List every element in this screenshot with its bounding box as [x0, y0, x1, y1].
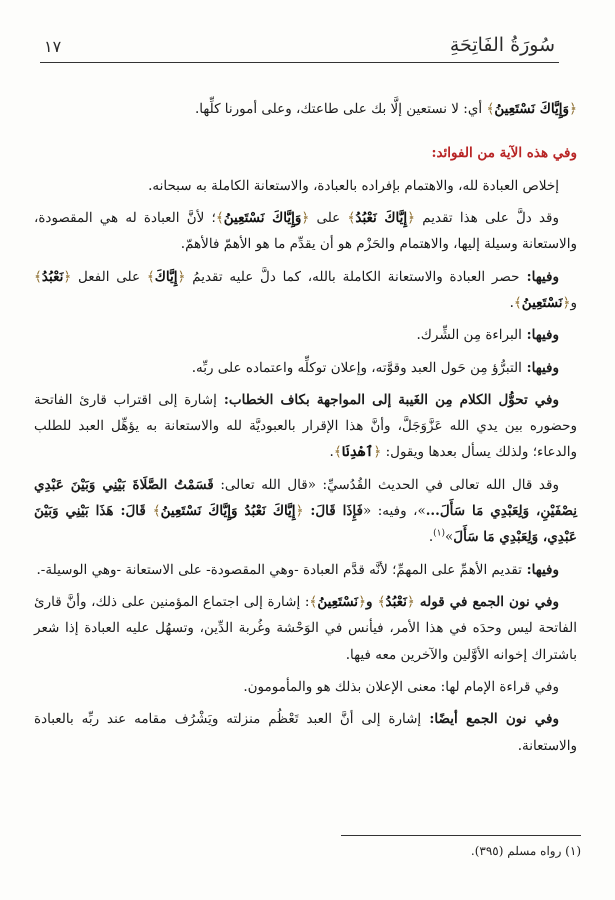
paragraph: [34, 557, 577, 583]
text-run: إخلاص العبادة لله، والاهتمام بإفراده بالعبادة، والاستعانة الكاملة به سبحانه.: [148, 177, 559, 194]
paragraph: [34, 322, 577, 348]
footnote: (١) رواه مسلم (٣٩٥).: [470, 844, 581, 858]
ornate-bracket: ﴾: [34, 268, 42, 285]
ornate-bracket: ﴿: [407, 209, 416, 226]
paragraph: [34, 674, 577, 700]
quran-verse: إِيَّاكَ نَعْبُدُ وَإِيَّاكَ نَسْتَعِينُ: [160, 503, 296, 520]
bold-run: فَإِذَا قَالَ:: [303, 503, 363, 520]
ornate-bracket: ﴾: [347, 209, 356, 226]
paragraph: [34, 706, 577, 759]
ornate-bracket: ﴾: [377, 594, 386, 610]
quran-verse: ٱهْدِنَا: [341, 444, 374, 461]
ornate-bracket: ﴾: [215, 209, 224, 226]
bold-run: قَالَ: هَذَا بَيْنِي وَبَيْنَ عَبْدِي، وَلِعَبْدِي مَا سَأَلَ: [34, 503, 577, 546]
ornate-bracket: ﴾: [152, 503, 161, 520]
header-divider: [40, 62, 559, 63]
bold-run: وفي نون الجمع في قوله: [414, 594, 559, 610]
ornate-bracket: ﴿: [177, 268, 186, 285]
paragraph: [34, 140, 577, 166]
ornate-bracket: ﴿: [406, 594, 415, 610]
ornate-bracket: ﴾: [146, 268, 155, 285]
quran-verse: إِيَّاكَ: [154, 268, 178, 285]
quran-verse: نَسْتَعِينُ: [521, 294, 563, 311]
bold-run: وفيها:: [521, 359, 559, 376]
text-run: على: [309, 209, 348, 226]
page-header: [44, 30, 555, 56]
text-run: وقد دلَّ على هذا تقديم: [415, 209, 560, 226]
text-run: إشارة إلى أنَّ العبد تَعْظُم منزلته ويَشْرُف مقامه عند ربِّه بالعبادة والاستعانة.: [34, 711, 577, 754]
quran-verse: إِيَّاكَ نَعْبُدُ: [355, 209, 408, 226]
text-run: حصر العبادة والاستعانة الكاملة بالله، كما دلَّ عليه تقديمُ: [185, 268, 520, 285]
text-run: .: [509, 294, 514, 311]
ornate-bracket: ﴿: [562, 294, 571, 311]
text-run: على الفعل: [71, 268, 147, 285]
bold-run: وفيها:: [519, 268, 559, 285]
text-run: »: [445, 529, 454, 546]
paragraph: [34, 355, 577, 381]
bold-run: وفيها:: [521, 561, 559, 578]
ornate-bracket: ﴿: [373, 444, 382, 461]
sura-title: سُورَةُ الفَاتِحَةِ: [449, 34, 555, 56]
paragraph: [34, 264, 577, 317]
text-run: : إشارة إلى اجتماع المؤمنين على ذلك، وأنَّ قارئ الفاتحة ليس وحدَه في هذا الأمر، فيأنس في الوَحْشة وغُربة الدِّين، وتسهُل عليه العبادة إذا شعر باشتراك إخوانه الأوَّلين والآخرين معه فيها.: [34, 594, 577, 663]
text-run: .: [428, 529, 434, 546]
text-run: إشارة إلى اقتراب قارئ الفاتحة وحضوره بين يدي الله عَزَّوَجَلَّ، وأنَّ هذا الإقرار بالعبوديَّة لله والاستعانة به يؤهِّل العبد للطلب والدعاء؛ ولذلك يسأل بعدها ويقول:: [34, 391, 577, 461]
paragraph: [34, 96, 577, 122]
bold-run: وفي نون الجمع أيضًا:: [421, 711, 559, 728]
quran-verse: نَسْتَعِينُ: [317, 594, 359, 610]
bold-run: قَسَمْتُ الصَّلَاةَ بَيْنِي وَبَيْنَ عَبْدِي نِصْفَيْنِ، وَلِعَبْدِي مَا سَأَلَ...: [34, 476, 577, 520]
ornate-bracket: ﴿: [301, 209, 310, 226]
ornate-bracket: ﴾: [309, 594, 318, 610]
text-run: أي: لا نستعين إلَّا بك على طاعتك، وعلى أمورنا كلِّها.: [194, 101, 487, 117]
text-run: .: [329, 444, 334, 461]
text-run: ؛ لأنَّ العبادة له هي المقصودة، والاستعانة وسيلة إليها، والاهتمام والحَزْم هو أن يقدِّم ما هو الأهمّ فالأهمّ.: [34, 209, 577, 253]
quran-verse: وَإِيَّاكَ نَسْتَعِينُ: [494, 101, 570, 117]
text-run: »، وفيه: «: [363, 503, 426, 520]
bold-run: وفيها:: [521, 327, 559, 344]
paragraph: [34, 205, 577, 258]
quran-verse: وَإِيَّاكَ نَسْتَعِينُ: [223, 209, 302, 226]
ornate-bracket: ﴿: [358, 594, 366, 610]
text-run: و: [570, 294, 577, 311]
quran-verse: نَعْبُدُ: [41, 268, 64, 285]
ornate-bracket: ﴿: [63, 268, 72, 285]
section-heading: وفي هذه الآية من الفوائد:: [431, 145, 577, 162]
text-run: وفي قراءة الإمام لها: معنى الإعلان بذلك هو والمأمومون.: [243, 678, 559, 695]
paragraph: [34, 387, 577, 466]
paragraph: [34, 589, 577, 668]
text-run: وقد قال الله تعالى في الحديث القُدُسيِّ: «قال الله تعالى:: [213, 476, 559, 493]
bold-run: وفي تحوُّل الكلام مِن الغَيبة إلى المواجهة بكاف الخطاب:: [216, 391, 559, 408]
ornate-bracket: ﴾: [333, 444, 342, 461]
footnote-reference: (١): [433, 528, 446, 539]
quran-verse: نَعْبُدُ: [385, 594, 407, 610]
text-run: التبرُّؤ مِن حَول العبد وقوَّته، وإعلان توكلِّه واعتماده على ربِّه.: [191, 359, 522, 376]
body-text: [34, 96, 577, 765]
ornate-bracket: ﴿: [295, 503, 304, 520]
paragraph: [34, 472, 577, 551]
paragraph: [34, 173, 577, 199]
ornate-bracket: ﴾: [486, 101, 495, 117]
page-number: ١٧: [44, 37, 62, 56]
footnote-divider: [341, 835, 581, 836]
ornate-bracket: ﴿: [569, 101, 577, 117]
text-run: تقديم الأهمِّ على المهمِّ؛ لأنَّه قدَّم العبادة -وهي المقصودة- على الاستعانة -وهي الوسيلة-.: [36, 561, 522, 578]
ornate-bracket: ﴾: [513, 294, 522, 311]
text-run: البراءة مِن الشِّرك.: [416, 327, 522, 344]
bold-run: و: [366, 594, 378, 610]
